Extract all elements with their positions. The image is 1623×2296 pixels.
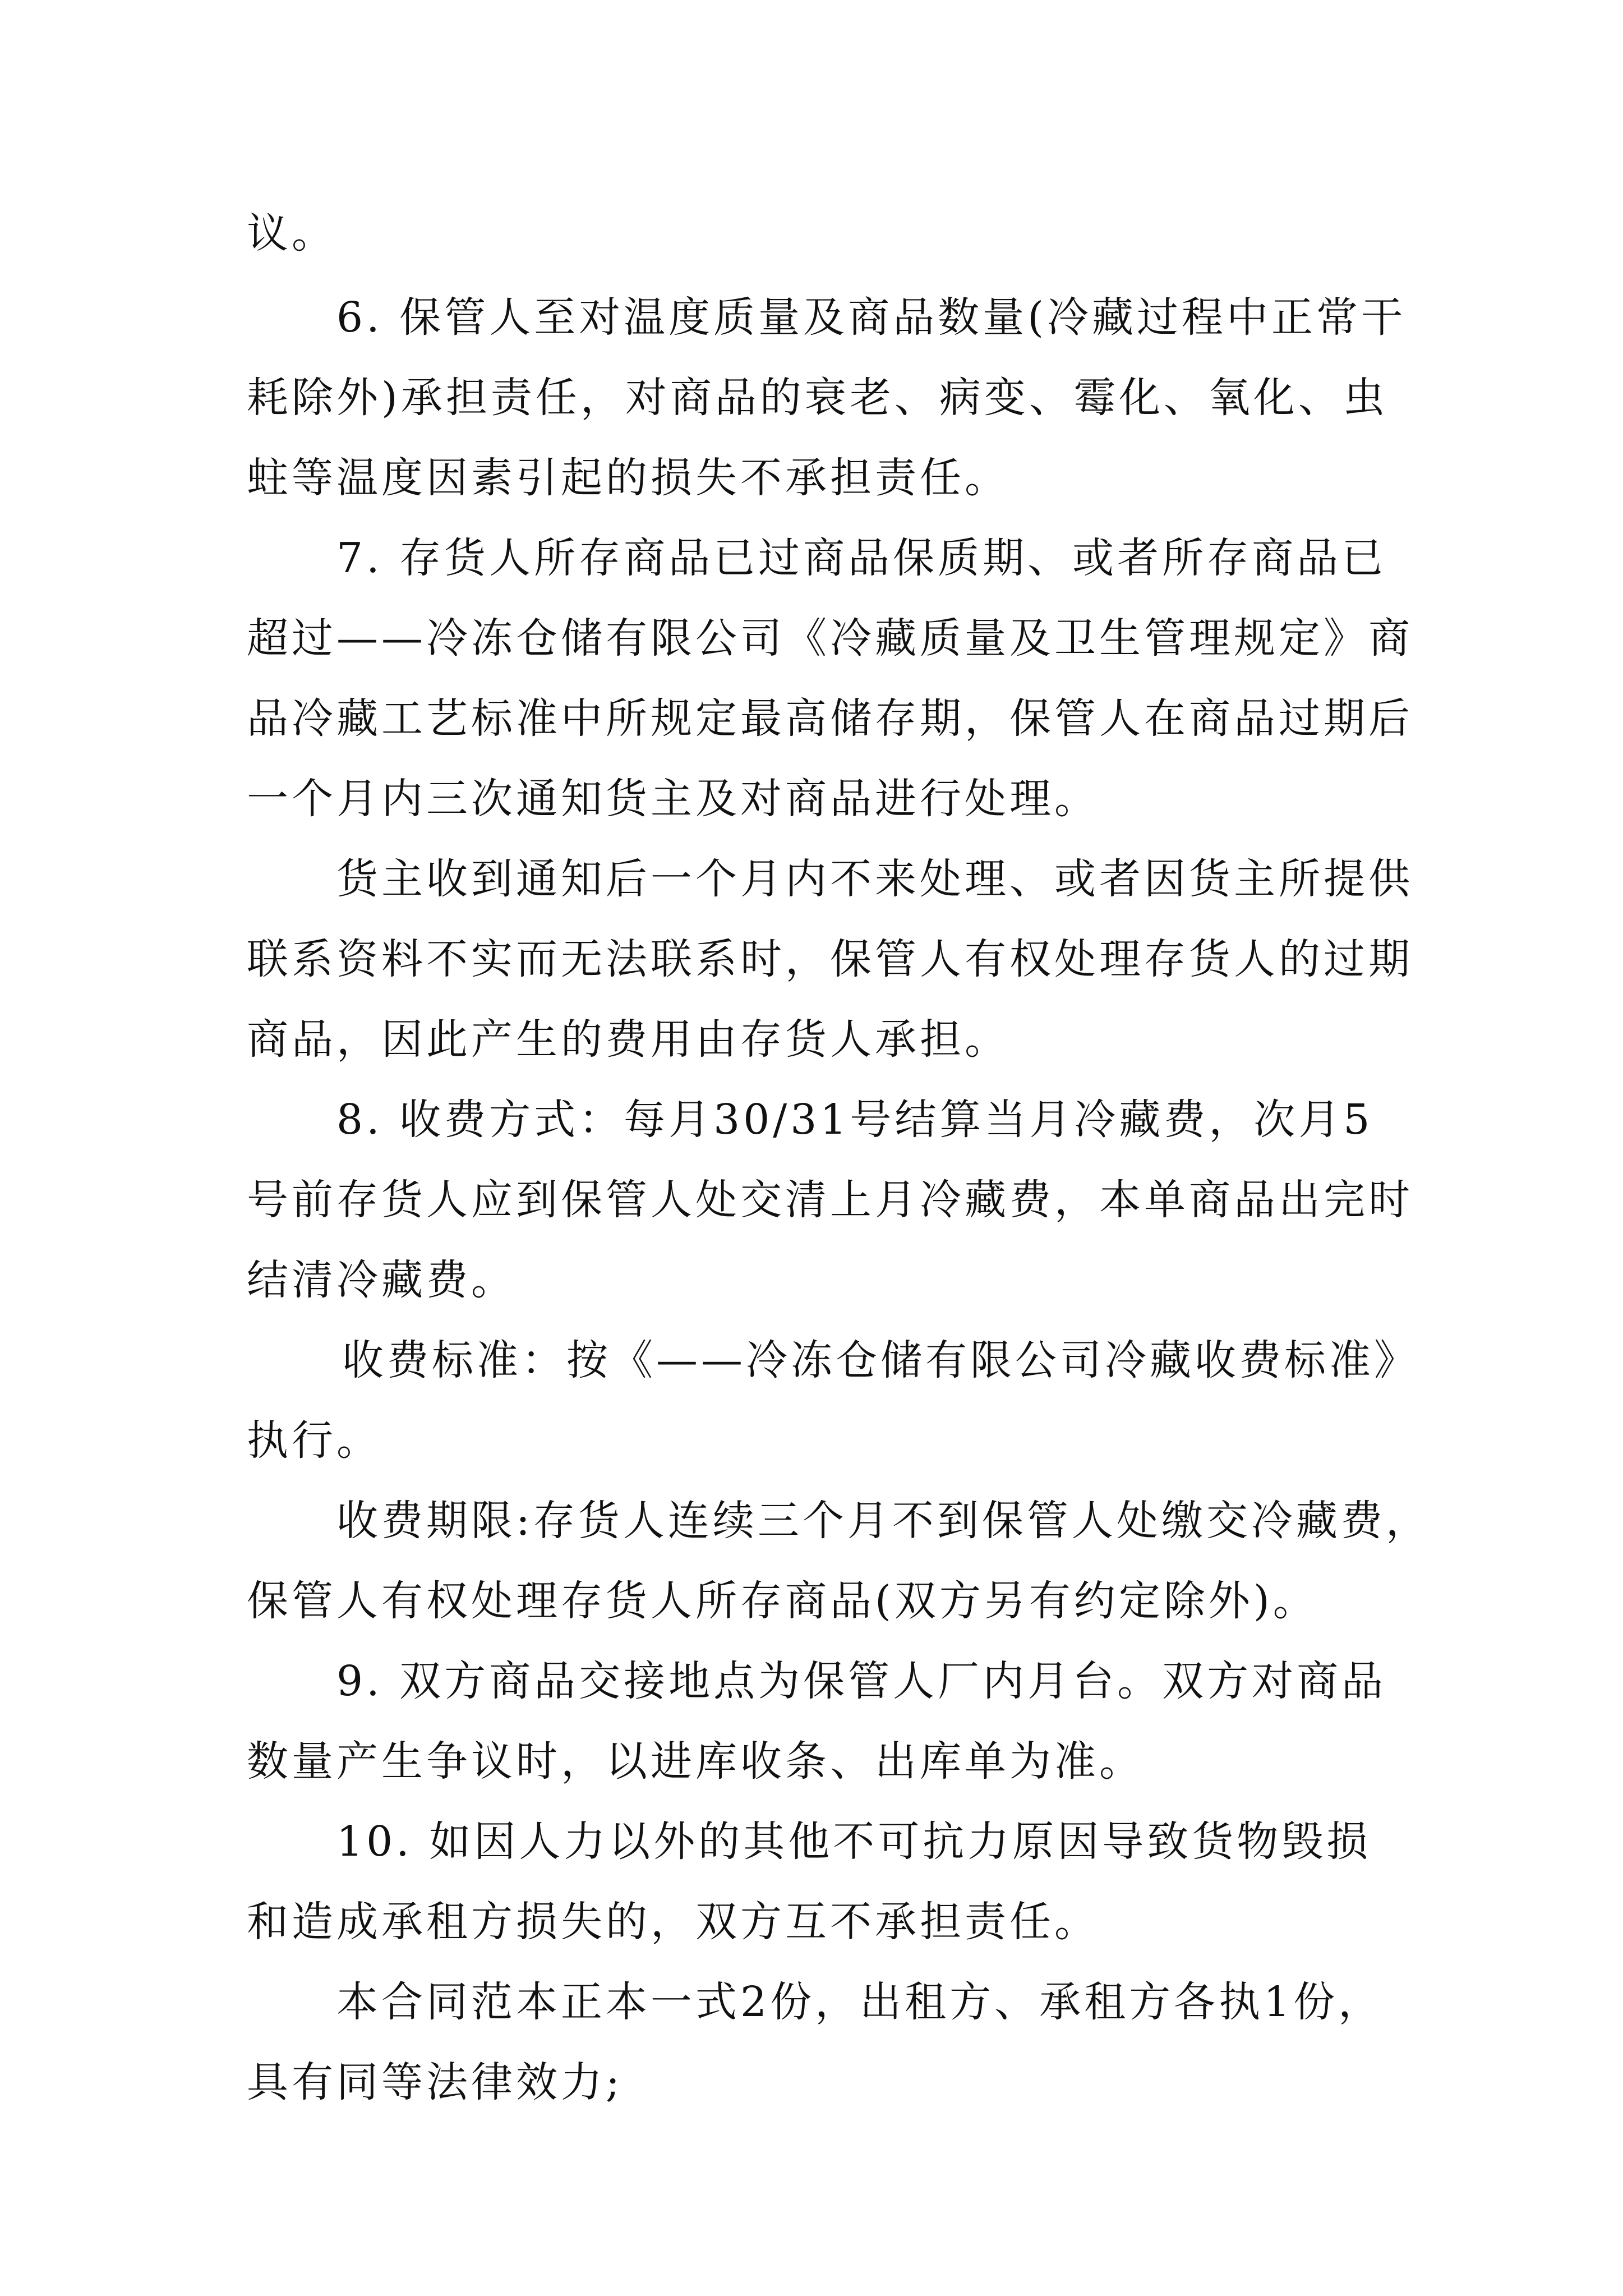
clause-8-line-1: 8. 收费方式：每月30/31号结算当月冷藏费，次月5: [336, 1096, 1373, 1144]
clause-10-line-2: 和造成承租方损失的，双方互不承担责任。: [247, 1898, 1099, 1946]
fee-standard-line-2: 执行。: [247, 1416, 381, 1465]
closing-line-2: 具有同等法律效力;: [247, 2058, 623, 2106]
fee-standard-line-1: 收费标准：按《——冷冻仓储有限公司冷藏收费标准》: [342, 1336, 1419, 1384]
clause-7-line-3: 品冷藏工艺标准中所规定最高储存期，保管人在商品过期后: [247, 694, 1413, 743]
paragraph-owner-line-3: 商品，因此产生的费用由存货人承担。: [247, 1015, 1009, 1064]
clause-9-line-1: 9. 双方商品交接地点为保管人厂内月台。双方对商品: [336, 1657, 1387, 1705]
clause-6-line-1: 6. 保管人至对温度质量及商品数量(冷藏过程中正常干: [336, 293, 1406, 342]
clause-7-line-4: 一个月内三次通知货主及对商品进行处理。: [247, 775, 1099, 823]
clause-6-line-2: 耗除外)承担责任，对商品的衰老、病变、霉化、氧化、虫: [247, 374, 1388, 422]
clause-8-line-3: 结清冷藏费。: [247, 1256, 516, 1304]
clause-7-line-2: 超过——冷冻仓储有限公司《冷藏质量及卫生管理规定》商: [247, 614, 1413, 662]
clause-6-line-3: 蛀等温度因素引起的损失不承担责任。: [247, 454, 1009, 502]
fee-period-line-2: 保管人有权处理存货人所存商品(双方另有约定除外)。: [247, 1577, 1318, 1625]
clause-9-line-2: 数量产生争议时，以进库收条、出库单为准。: [247, 1737, 1144, 1786]
closing-line-1: 本合同范本正本一式2份，出租方、承租方各执1份，: [336, 1978, 1384, 2026]
text-line-1: 议。: [247, 209, 336, 257]
clause-10-line-1: 10. 如因人力以外的其他不可抗力原因导致货物毁损: [336, 1818, 1372, 1866]
fee-period-line-1: 收费期限:存货人连续三个月不到保管人处缴交冷藏费，: [336, 1497, 1431, 1545]
clause-7-line-1: 7. 存货人所存商品已过商品保质期、或者所存商品已: [336, 534, 1387, 582]
paragraph-owner-line-2: 联系资料不实而无法联系时，保管人有权处理存货人的过期: [247, 935, 1413, 983]
clause-8-line-2: 号前存货人应到保管人处交清上月冷藏费，本单商品出完时: [247, 1176, 1413, 1224]
paragraph-owner-line-1: 货主收到通知后一个月内不来处理、或者因货主所提供: [336, 855, 1413, 903]
